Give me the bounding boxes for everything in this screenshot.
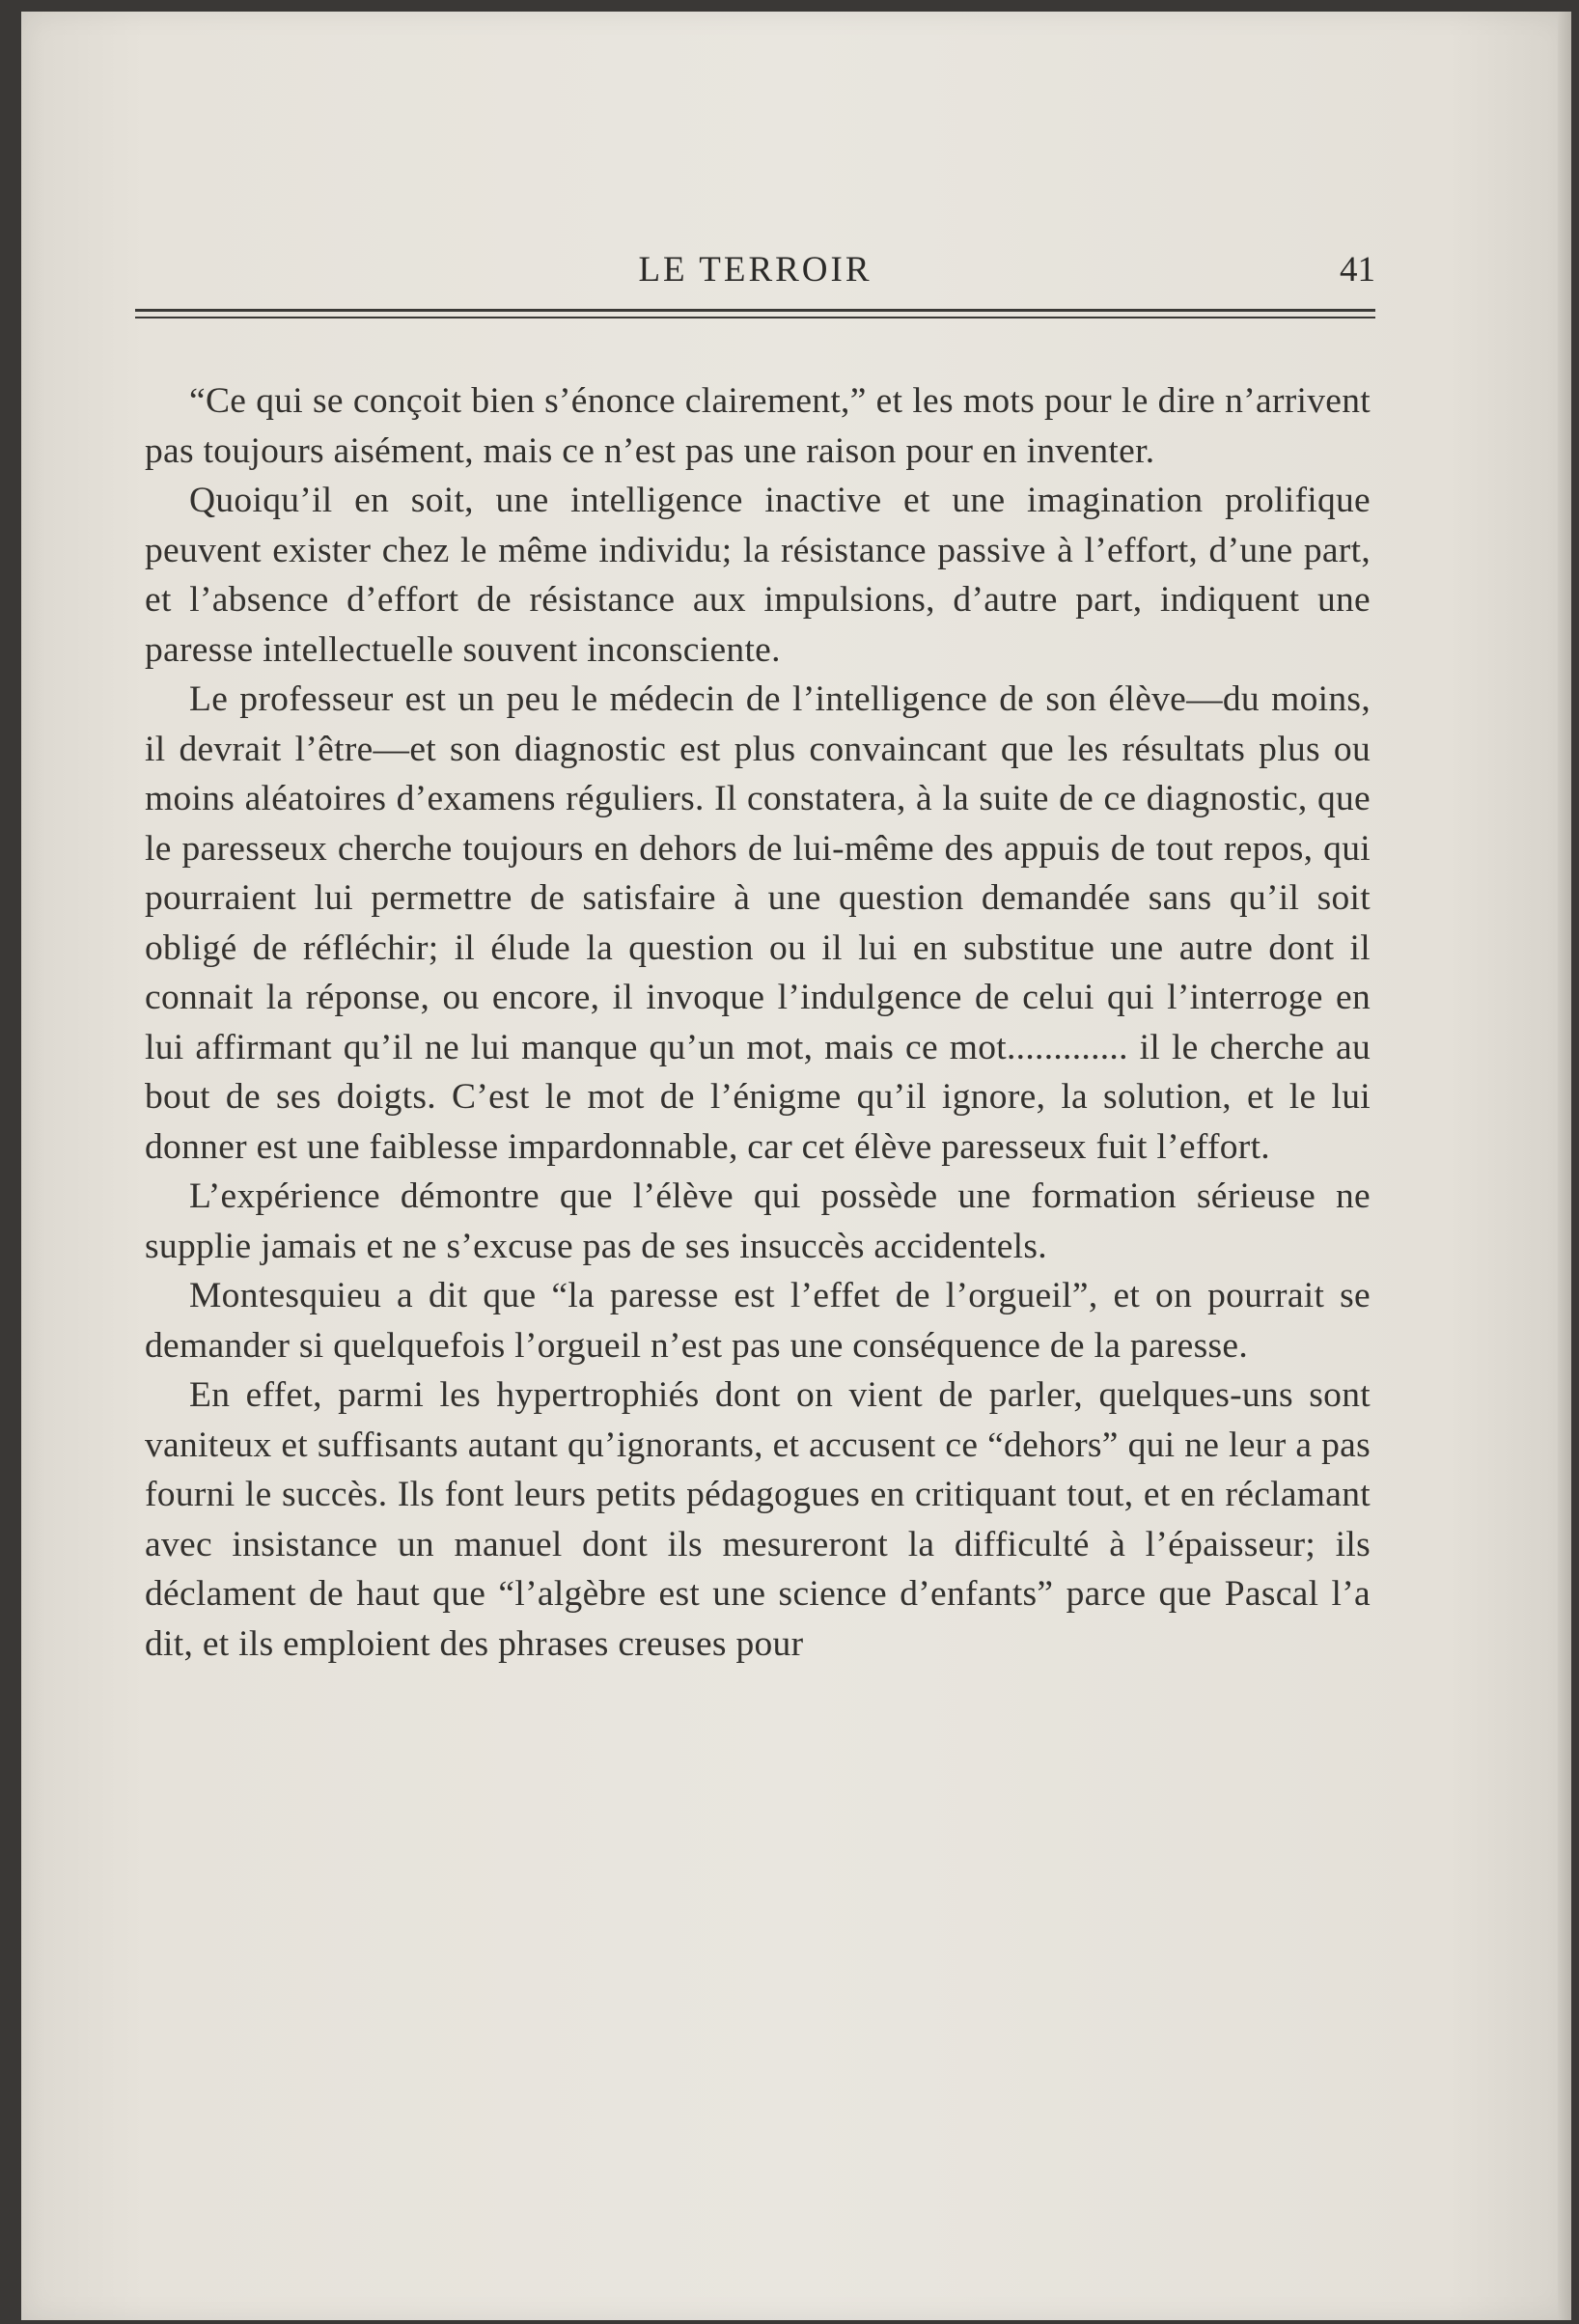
running-title: LE TERROIR [638, 250, 873, 290]
paragraph: L’expérience démontre que l’élève qui possède une formation sérieuse ne supplie jamais et ne s’excuse pas de ses insuccès accidentels. [145, 1176, 1371, 1266]
header-rule-bottom [135, 317, 1375, 318]
paragraph: Montesquieu a dit que “la paresse est l’effet de l’orgueil”, et on pourrait se demander si quelquefois l’orgueil n’est pas une conséquence de la paresse. [145, 1276, 1371, 1366]
paragraph: Quoiqu’il en soit, une intelligence inactive et une imagination prolifique peuvent exister chez le même individu; la résistance passive à l’effort, d’une part, et l’absence d’effort de résistance aux impulsions, d’autre part, indiquent une paresse intellectuelle souvent inconsciente. [145, 481, 1371, 670]
body-text [145, 376, 1371, 1669]
paragraph: “Ce qui se conçoit bien s’énonce clairement,” et les mots pour le dire n’arrivent pas toujours aisément, mais ce n’est pas une raison pour en inventer. [145, 381, 1371, 471]
header-rule-top [135, 309, 1375, 312]
paragraph: Le professeur est un peu le médecin de l’intelligence de son élève—du moins, il devrait l’être—et son diagnostic est plus convaincant que les résultats plus ou moins aléatoires d’examens réguliers. Il constatera, à la suite de ce diagnostic, que le paresseux cherche toujours en dehors de lui-même des appuis de tout repos, qui pourraient lui permettre de satisfaire à une question demandée sans qu’il soit obligé de réfléchir; il élude la question ou il lui en substitue une autre dont il connait la réponse, ou encore, il invoque l’indulgence de celui qui l’interroge en lui affirmant qu’il ne lui manque qu’un mot, mais ce mot............. il le cherche au bout de ses doigts. C’est le mot de l’énigme qu’il ignore, la solution, et le lui donner est une faiblesse impardonnable, car cet élève paresseux fuit l’effort. [145, 679, 1371, 1167]
paragraph: En effet, parmi les hypertrophiés dont on vient de parler, quelques-uns sont vaniteux et suffisants autant qu’ignorants, et accusent ce “dehors” qui ne leur a pas fourni le succès. Ils font leurs petits pédagogues en critiquant tout, et en réclamant avec insistance un manuel dont ils mesureront la difficulté à l’épaisseur; ils déclament de haut que “l’algèbre est une science d’enfants” parce que Pascal l’a dit, et ils emploient des phrases creuses pour [145, 1375, 1371, 1664]
page-number: 41 [1340, 250, 1375, 290]
page-edge [1558, 12, 1571, 2320]
running-header [135, 241, 1375, 299]
